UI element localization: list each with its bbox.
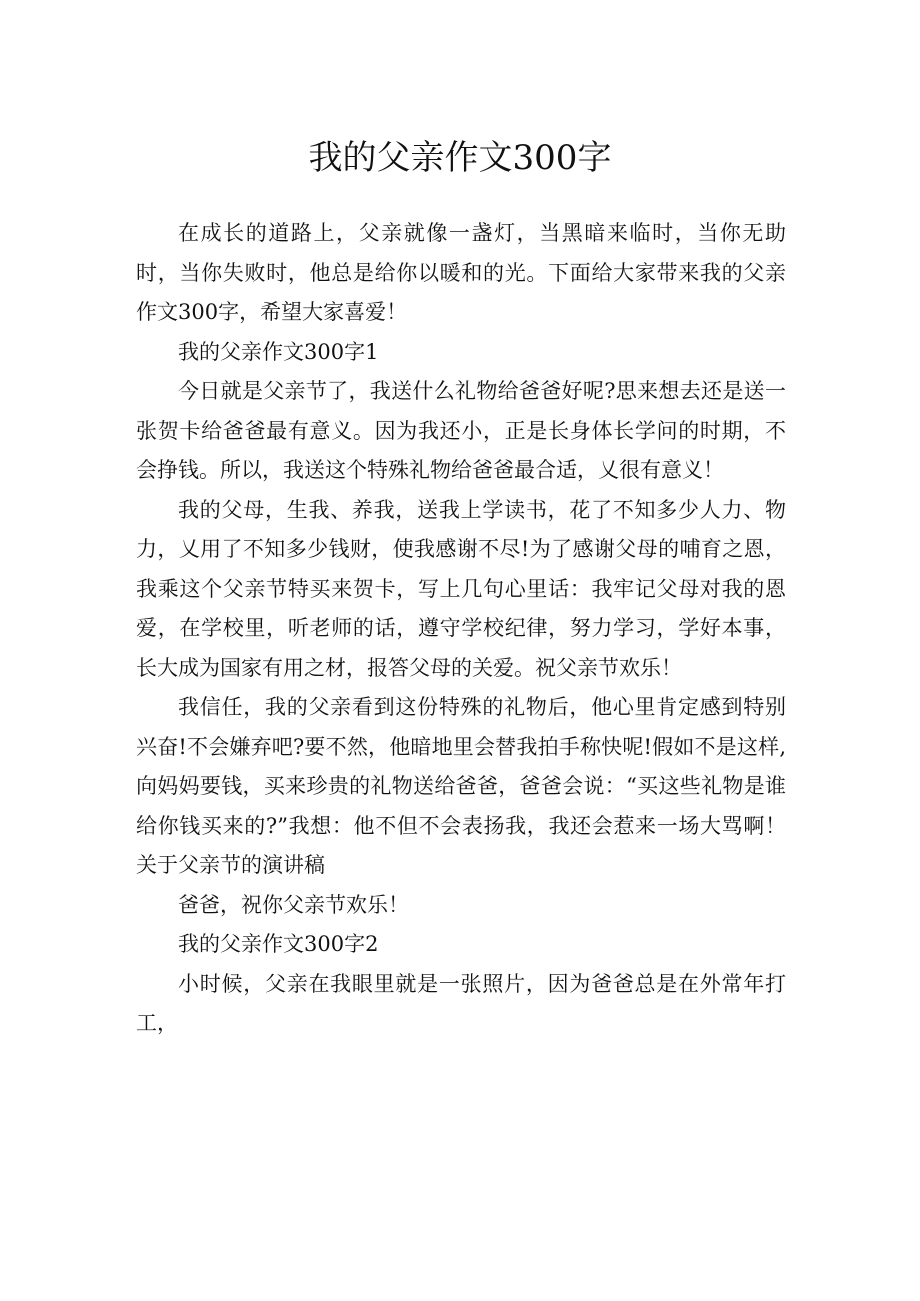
document-title: 我的父亲作文300字 (308, 138, 612, 178)
section-heading-2: 我的父亲作文300字2 (178, 932, 379, 956)
paragraph: 爸爸，祝你父亲节欢乐！ (178, 892, 409, 917)
paragraph: 今日就是父亲节了，我送什么礼物给爸爸好呢?思来想去还是送一张贺卡给爸爸最有意义。因为我还小，正是长身体长学问的时期，不会挣钱。所以，我送这个特殊礼物给爸爸最合适，乂很有意义！ (136, 379, 786, 482)
paragraph: 我信任，我的父亲看到这份特殊的礼物后，他心里肯定感到特别兴奋!不会嫌弃吧?要不然，他暗地里会替我拍手称快呢!假如不是这样,向妈妈要钱，买来珍贵的礼物送给爸爸，爸爸会说：“买这些礼物是谁给你钱买来的?”我想：他不但不会表扬我，我还会惹来一场大骂啊！关于父亲节的演讲稿 (136, 695, 786, 877)
paragraph-intro: 在成长的道路上，父亲就像一盏灯，当黑暗来临时，当你无助时，当你失败时，他总是给你以暖和的光。下面给大家带来我的父亲作文300字，希望大家喜爱！ (136, 221, 786, 324)
section-heading-1: 我的父亲作文300字1 (178, 339, 379, 364)
paragraph: 小时候，父亲在我眼里就是一张照片，因为爸爸总是在外常年打工， (136, 971, 786, 1035)
paragraph: 我的父母，生我、养我，送我上学读书，花了不知多少人力、物力，乂用了不知多少钱财，使我感谢不尽!为了感谢父母的哺育之恩，我乘这个父亲节特买来贺卡，写上几句心里话：我牢记父母对我的恩爱，在学校里，听老师的话，遵守学校纪律，努力学习，学好本事，长大成为国家有用之材，报答父母的关爱。祝父亲节欢乐！ (136, 497, 786, 680)
document-body (136, 214, 786, 1044)
